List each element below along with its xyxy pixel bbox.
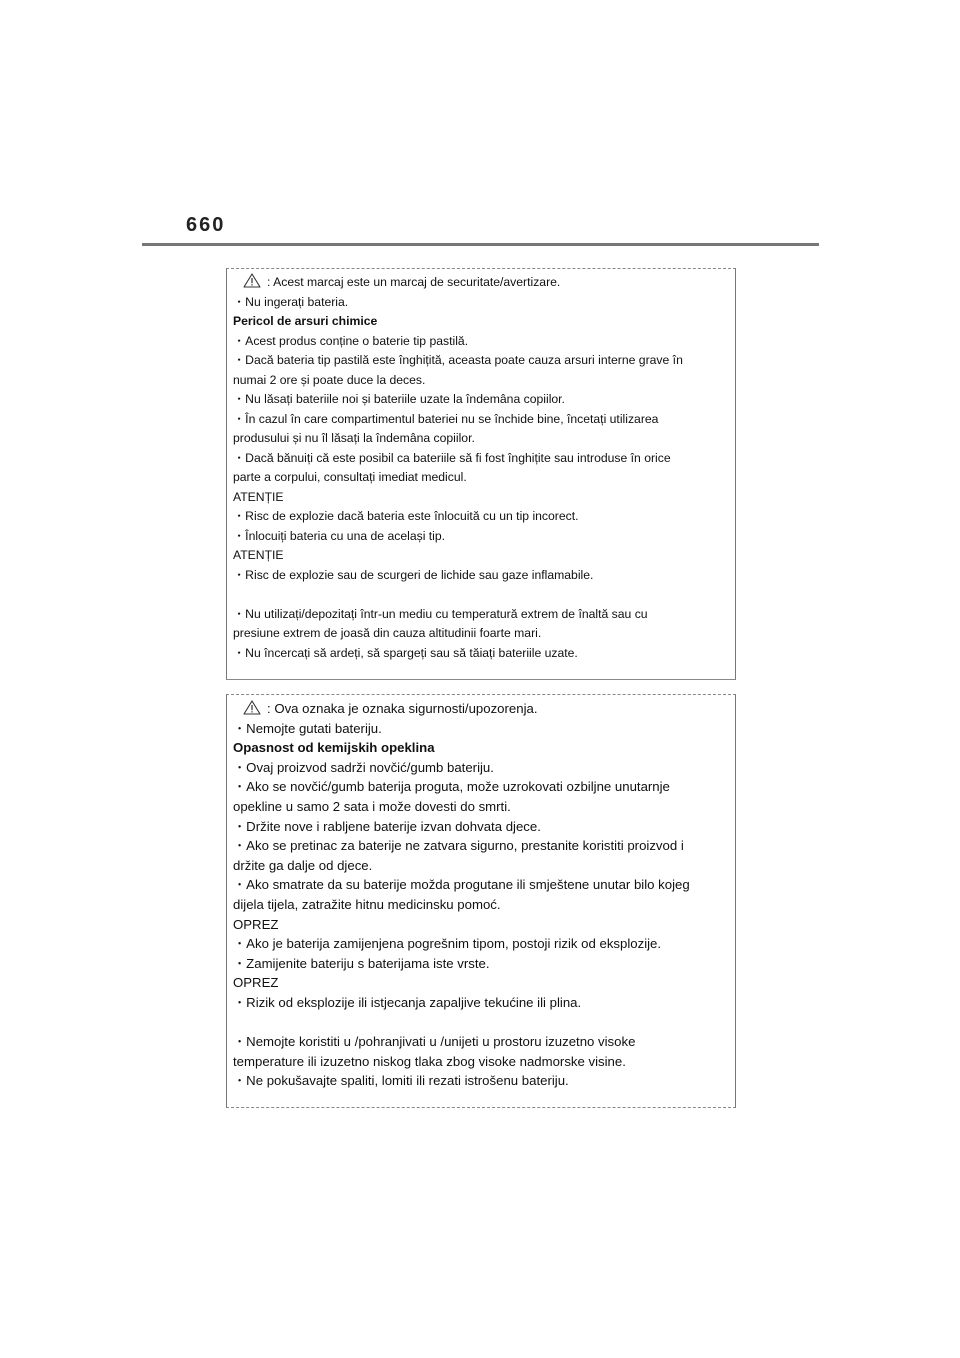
text-line [233,993,725,1013]
text-line [233,429,725,449]
warning-box-croatian [226,694,736,1108]
section-heading [233,738,725,758]
text-line [233,699,725,719]
text-line [233,449,725,469]
line-text: ・Acest produs conține o baterie tip pastilă. [233,333,469,348]
text-line [233,915,725,935]
line-text: ATENȚIE [233,548,284,562]
line-text: ・Ako se pretinac za baterije ne zatvara sigurno, prestanite koristiti proizvod i [233,838,684,854]
line-text: držite ga dalje od djece. [233,857,373,873]
line-text: ・Dacă bănuiți că este posibil ca bateriile să fi fost înghițite sau introduse în orice [233,450,671,465]
line-text: Opasnost od kemijskih opeklina [233,740,435,756]
text-line [233,566,725,586]
text-line [233,644,725,664]
text-line [233,332,725,352]
warning-triangle-icon [243,273,261,288]
warning-box-romanian [226,268,736,680]
text-line [233,817,725,837]
line-text: ・În cazul în care compartimentul bateriei nu se închide bine, încetați utilizarea [233,411,659,426]
line-text: ・Zamijenite bateriju s baterijama iste vrste. [233,955,490,971]
line-text: ・Nemojte gutati bateriju. [233,720,382,736]
line-text: opekline u samo 2 sata i može dovesti do smrti. [233,798,511,814]
line-text: ・Nu utilizați/depozitați într-un mediu cu temperatură extrem de înaltă sau cu [233,606,648,621]
line-text: ・Ako se novčić/gumb baterija proguta, može uzrokovati ozbiljne unutarnje [233,779,670,795]
line-text: presiune extrem de joasă din cauza altitudinii foarte mari. [233,626,542,640]
line-text: ・Ovaj proizvod sadrži novčić/gumb bateriju. [233,759,494,775]
text-line [233,1071,725,1091]
text-line [233,410,725,430]
text-line [233,293,725,313]
line-text: dijela tijela, zatražite hitnu medicinsku pomoć. [233,896,501,912]
text-line [233,836,725,856]
text-line [233,488,725,508]
line-text: OPREZ [233,975,279,991]
text-line [233,371,725,391]
line-text: ・Ako smatrate da su baterije možda progutane ili smještene unutar bilo kojeg [233,877,690,893]
text-line [233,758,725,778]
line-text: : Ova oznaka je oznaka sigurnosti/upozorenja. [267,701,538,716]
page-number: 660 [186,214,226,236]
line-text: ・Nu lăsați bateriile noi și bateriile uzate la îndemâna copiilor. [233,392,565,406]
line-text: ・Înlocuiți bateria cu una de același tip. [233,528,446,543]
text-line [233,390,725,410]
text-line [233,351,725,371]
line-text: ・Dacă bateria tip pastilă este înghițită, aceasta poate cauza arsuri interne grave în [233,353,683,367]
text-line [233,895,725,915]
line-text: ・Risc de explozie dacă bateria este înlocuită cu un tip incorect. [233,509,579,523]
text-line [233,605,725,625]
line-text: ATENȚIE [233,489,284,504]
text-line [233,797,725,817]
text-line [233,777,725,797]
text-line [233,719,725,739]
line-text: Pericol de arsuri chimice [233,314,378,328]
line-text: parte a corpului, consultați imediat medicul. [233,470,467,484]
text-line [233,1052,725,1072]
line-text: OPREZ [233,916,279,932]
text-line [233,934,725,954]
line-text: ・Risc de explozie sau de scurgeri de lichide sau gaze inflamabile. [233,567,594,582]
line-text: ・Ako je baterija zamijenjena pogrešnim tipom, postoji rizik od eksplozije. [233,936,662,952]
text-line [233,273,725,293]
line-text: produsului și nu îl lăsați la îndemâna copiilor. [233,431,475,445]
line-text: ・Rizik od eksplozije ili istjecanja zapaljive tekućine ili plina. [233,994,582,1010]
text-line [233,856,725,876]
line-text: ・Ne pokušavajte spaliti, lomiti ili rezati istrošenu bateriju. [233,1073,569,1089]
header-rule [142,243,819,246]
text-line [233,1032,725,1052]
text-line [233,468,725,488]
text-line [233,954,725,974]
line-text: ・Nu încercați să ardeți, să spargeți sau să tăiați bateriile uzate. [233,645,578,660]
line-text: : Acest marcaj este un marcaj de securitate/avertizare. [267,275,561,289]
text-line [233,624,725,644]
line-text: temperature ili izuzetno niskog tlaka zbog visoke nadmorske visine. [233,1053,626,1069]
paragraph-gap [233,1013,725,1033]
line-text: numai 2 ore și poate duce la deces. [233,372,426,387]
text-line [233,507,725,527]
warning-triangle-icon [243,700,261,715]
line-text: ・Nu ingerați bateria. [233,294,349,309]
text-line [233,546,725,566]
text-line [233,875,725,895]
line-text: ・Nemojte koristiti u /pohranjivati u /unijeti u prostoru izuzetno visoke [233,1034,636,1049]
text-line [233,527,725,547]
text-line [233,973,725,993]
paragraph-gap [233,585,725,605]
line-text: ・Držite nove i rabljene baterije izvan dohvata djece. [233,818,541,834]
section-heading [233,312,725,332]
